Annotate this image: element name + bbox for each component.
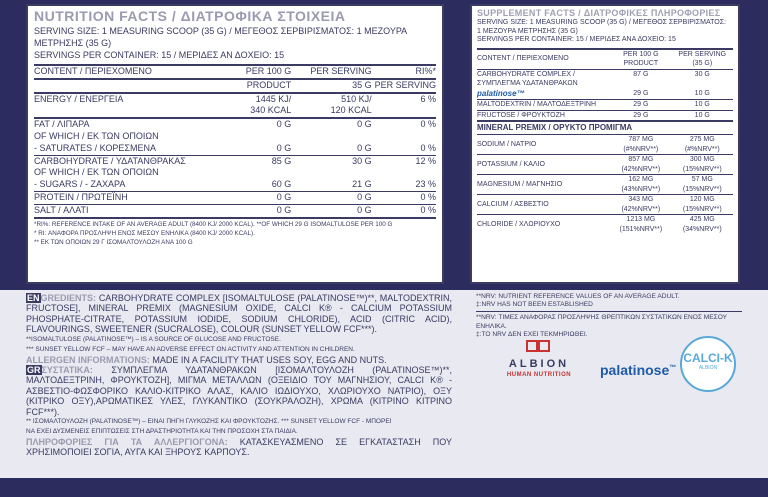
row-per100 — [243, 131, 291, 143]
supplement-facts-panel — [470, 4, 740, 284]
mineral-perserving-value: 425 MG — [689, 216, 715, 223]
table-row — [34, 105, 436, 118]
allergen-en — [26, 355, 452, 365]
row-per100: 29 G — [610, 100, 671, 111]
mineral-perserving — [672, 155, 733, 175]
bottom-strip — [0, 478, 768, 497]
table-row — [34, 131, 436, 143]
row-label: ENERGY / ΕΝΕΡΓΕΙΑ — [34, 93, 243, 106]
row-label: CARBOHYDRATE / ΥΔΑΤΑΝΘΡΑΚΑΣ — [34, 155, 243, 167]
albion-mark-icon — [526, 340, 552, 354]
table-row — [477, 79, 733, 89]
mineral-perserving — [672, 215, 733, 235]
nutrition-table — [34, 64, 436, 217]
supplement-serving-size-2: 1 ΜΕΖΟΥΡΑ ΜΕΤΡΗΣΗΣ (35 G) — [477, 27, 578, 35]
row-ri — [372, 105, 436, 118]
header-per100-unit: PRODUCT — [246, 79, 292, 90]
mineral-label: SODIUM / ΝΑΤΡΙΟ — [477, 140, 537, 148]
row-per100: 0 G — [243, 191, 291, 204]
supplement-title: SUPPLEMENT FACTS / ΔΙΑΤΡΟΦΙΚΕΣ ΠΛΗΡΟΦΟΡΙΕΣ — [477, 8, 721, 18]
row-per100: 0 G — [243, 118, 291, 131]
row-label: OF WHICH / ΕΚ ΤΩΝ ΟΠΟΙΩΝ — [34, 167, 159, 178]
allergen-en-label: ALLERGEN INFORMATIONS: — [26, 354, 150, 365]
ingredients-en-text: CARBOHYDRATE COMPLEX [ISOMALTULOSE (PALATINOSE™)**, MALTODEXTRIN, FRUCTOSE], MINERAL PREMIX (MAGNESIUM OXIDE, CALCI K® - CALCIUM POTASSIUM PHOSPHATE-CITRATE, POTASSIUM IODIDE, SODIUM CHLORIDE), ACID (CITRIC ACID), FLAVOURINGS, SWEETENER (SUCRALOSE), COLOUR (SUNSET YELLOW FCF***). — [26, 293, 452, 335]
mineral-perserving-nrv: (15%NRV**) — [682, 165, 722, 173]
row-label: FAT / ΛΙΠΑΡΑ — [34, 118, 243, 131]
sf-header-per100-label: PER 100 G — [623, 50, 659, 58]
row-per100: 0 G — [276, 142, 292, 153]
nrv-divider — [476, 311, 742, 312]
row-perserving: 0 G — [357, 142, 372, 153]
albion-mark-right — [538, 340, 550, 352]
sf-header-content: CONTENT / ΠΕΡΙΕΧΟΜΕΝΟ — [477, 49, 610, 70]
mineral-perserving-nrv: (34%NRV**) — [682, 225, 722, 233]
row-perserving: 21 G — [352, 179, 372, 190]
mineral-per100 — [610, 215, 671, 235]
palatinose-wordmark: palatinose — [600, 362, 670, 378]
supplement-header-row — [477, 49, 733, 70]
allergen-gr-text: ΚΑΤΑΣΚΕΥΑΣΜΕΝΟ ΣΕ ΕΓΚΑΤΑΣΤΑΣΗ ΠΟΥ ΧΡΗΣΙΜΟΠΟΙΕΙ ΣΟΓΙΑ, ΑΥΓΑ ΚΑΙ ΞΗΡΟΥΣ ΚΑΡΠΟΥΣ. — [26, 437, 452, 458]
row-perserving: 120 KCAL — [330, 105, 372, 116]
mineral-per100 — [610, 195, 671, 215]
supplement-serving-size: SERVING SIZE: 1 MEASURING SCOOP (35 G) / ΜΕΓΕΘΟΣ ΣΕΡΒΙΡΙΣΜΑΤΟΣ: — [477, 19, 726, 26]
table-row — [477, 100, 733, 111]
row-label: ΣΥΜΠΛΕΓΜΑ ΥΔΑΤΑΝΘΡΑΚΩΝ — [477, 80, 578, 87]
table-row — [477, 69, 733, 79]
nutrition-footnotes — [34, 217, 436, 247]
palatinose-logo — [600, 362, 680, 382]
row-per100 — [610, 79, 671, 89]
row-per100: 87 G — [633, 70, 649, 78]
header-perserving-unit: 35 G — [352, 79, 372, 90]
ingredients-en-label: GREDIENTS: — [40, 293, 97, 303]
ingredients-en-note: **ISOMALTULOSE (PALATINOSE™) – IS A SOURCE OF GLUCOSE AND FRUCTOSE. — [26, 335, 281, 343]
nrv-notes — [476, 293, 742, 339]
table-row — [477, 110, 733, 121]
nutrition-facts-panel — [26, 4, 444, 284]
table-row — [477, 89, 733, 100]
mineral-perserving-nrv: (15%NRV**) — [682, 185, 722, 193]
row-ri: 12 % — [372, 155, 436, 167]
sf-header-perserving-label: PER SERVING — [678, 50, 727, 58]
row-perserving: 30 G — [291, 155, 371, 167]
mineral-perserving — [672, 195, 733, 215]
mineral-per100-nrv: (42%NRV**) — [621, 165, 661, 173]
mineral-perserving-value: 275 MG — [689, 136, 715, 143]
albion-subtitle: HUMAN NUTRITION — [506, 372, 572, 378]
row-ri: 23 % — [415, 179, 436, 190]
table-row — [34, 93, 436, 106]
row-per100: 60 G — [271, 179, 292, 190]
allergen-en-text: MADE IN A FACILITY THAT USES SOY, EGG AND NUTS. — [152, 354, 387, 365]
servings-per-container: SERVINGS PER CONTAINER: 15 / ΜΕΡΙΔΕΣ ΑΝ ΔΟΧΕΙΟ: 15 — [34, 50, 285, 60]
nrv-note-gr-2: ‡:ΤΟ NRV ΔΕΝ ΕΧΕΙ ΤΕΚΜΗΡΙΩΘΕΙ. — [476, 330, 588, 338]
header-ri: RI%* — [372, 65, 436, 79]
calci-k-logo — [680, 336, 736, 392]
mineral-per100 — [610, 175, 671, 195]
sf-header-per100-unit: PRODUCT — [623, 60, 659, 67]
albion-mark-left — [526, 340, 538, 352]
mineral-per100-value: 787 MG — [628, 136, 654, 143]
row-label: MALTODEXTRIN / ΜΑΛΤΟΔΕΞΤΡΙΝΗ — [477, 100, 610, 111]
mineral-perserving — [672, 135, 733, 155]
mineral-per100-nrv: (42%NRV**) — [621, 205, 661, 213]
table-row — [34, 155, 436, 167]
header-ri-unit: PER SERVING — [374, 79, 436, 90]
lang-tag-gr: GR — [27, 365, 41, 376]
row-per100: 29 G — [633, 90, 649, 97]
nutrition-title: NUTRITION FACTS / ΔΙΑΤΡΟΦΙΚΑ ΣΤΟΙΧΕΙΑ — [34, 8, 346, 24]
row-ri: 0 % — [372, 191, 436, 204]
mineral-perserving-value: 300 MG — [689, 156, 715, 163]
sf-header-perserving-unit: (35 G) — [692, 60, 713, 67]
row-perserving — [291, 167, 371, 179]
row-ri: 0 % — [372, 204, 436, 216]
footnote: * RI: ΑΝΑΦΟΡΑ ΠΡΟΣΛΗΨΗ ΕΝΟΣ ΜΕΣΟΥ ΕΝΗΛΙΚΑ (8400 KJ/ 2000 KCAL). — [34, 229, 255, 237]
row-per100: 340 KCAL — [250, 105, 292, 116]
supplement-servings: SERVINGS PER CONTAINER: 15 / ΜΕΡΙΔΕΣ ΑΝΑ ΔΟΧΕΙΟ: 15 — [477, 36, 676, 43]
ingredients-gr-note: ΝΑ ΕΧΕΙ ΔΥΣΜΕΝΕΙΣ ΕΠΙΠΤΩΣΕΙΣ ΣΤΗ ΔΡΑΣΤΗΡΙΟΤΗΤΑ ΚΑΙ ΤΗΝ ΠΡΟΣΟΧΗ ΣΤΑ ΠΑΙΔΙΑ. — [26, 428, 298, 436]
mineral-perserving-nrv: (#%NRV**) — [684, 145, 720, 153]
mineral-label: MAGNESIUM / ΜΑΓΝΗΣΙΟ — [477, 175, 610, 195]
nrv-note-en: **NRV: NUTRIENT REFERENCE VALUES OF AN AVERAGE ADULT. — [476, 293, 680, 300]
row-label: SALT / ΑΛΑΤΙ — [34, 204, 243, 216]
row-ri: 6 % — [372, 93, 436, 106]
row-perserving — [291, 131, 371, 143]
row-per100 — [243, 167, 291, 179]
row-label: OF WHICH / ΕΚ ΤΩΝ ΟΠΟΙΩΝ — [34, 130, 159, 141]
row-label: - SUGARS / - ΖΑΧΑΡΑ — [34, 179, 126, 190]
albion-wordmark: ALBION — [508, 358, 570, 370]
calci-k-subtitle: ALBION — [698, 365, 718, 371]
nrv-note-gr: **NRV: ΤΙΜΕΣ ΑΝΑΦΟΡΑΣ ΠΡΟΣΛΗΨΗΣ ΘΡΕΠΤΙΚΩΝ ΣΥΣΤΑΤΙΚΩΝ ΕΝΟΣ ΜΕΣΟΥ ΕΝΗΛΙΚΑ. — [476, 314, 727, 330]
table-row — [34, 179, 436, 191]
row-ri — [372, 131, 436, 143]
row-per100: 29 G — [610, 110, 671, 121]
row-perserving — [672, 79, 733, 89]
ingredients-en-note: *** SUNSET YELLOW FCF – MAY HAVE AN ADVERSE EFFECT ON ACTIVITY AND ATTENTION IN CHILDREN. — [26, 345, 355, 353]
header-perserving: PER SERVING — [291, 65, 371, 79]
ingredients-en — [26, 293, 452, 335]
mineral-row — [477, 155, 733, 175]
row-perserving: 10 G — [694, 90, 710, 97]
row-label — [34, 105, 243, 118]
row-perserving: 0 G — [291, 204, 371, 216]
albion-logo — [494, 340, 584, 390]
header-per100: PER 100 G — [243, 65, 291, 79]
ingredients-gr-text: ΣΥΜΠΛΕΓΜΑ ΥΔΑΤΑΝΘΡΑΚΩΝ [ΙΣΟΜΑΛΤΟΥΛΟΖΗ (PALATINOSE™)**, ΜΑΛΤΟΔΕΞΤΡΙΝΗ, ΦΡΟΥΚΤΟΖΗ], ΜΙΓΜΑ ΜΕΤΑΛΛΩΝ (ΟΞΕΙΔΙΟ ΤΟΥ ΜΑΓΝΗΣΙΟΥ, CALCI K® - ΑΣΒΕΣΤΙΟ-ΦΩΣΦΟΡΙΚΟ ΚΑΛΙΟ-ΚΙΤΡΙΚΟ ΑΛΑΣ, ΚΑΛΙΟ ΙΩΔΙΟΥΧΟ, ΧΛΩΡΙΟΥΧΟ ΝΑΤΡΙΟ), ΟΞΥ (ΚΙΤΡΙΚΟ ΟΞΥ),ΑΡΩΜΑΤΙΚΕΣ ΥΛΕΣ, ΓΛΥΚΑΝΤΙΚΟ (ΣΟΥΚΡΑΛΟΖΗ), ΧΡΩΜΑ (ΚΙΤΡΙΝΟ ΚΙΤΡΙΝΟ FCF***). — [26, 365, 452, 417]
table-row — [34, 167, 436, 179]
mineral-row — [477, 135, 733, 155]
nutrition-header-units-row — [34, 79, 436, 93]
mineral-title: MINERAL PREMIX / ΟΡΥΚΤΟ ΠΡΟΜΙΓΜΑ — [477, 121, 733, 135]
mineral-row — [477, 195, 733, 215]
ingredients-gr — [26, 365, 452, 417]
footnote: ** ΕΚ ΤΩΝ ΟΠΟΙΩΝ 29 Γ ΙΣΟΜΑΛΤΟΥΛΟΖΗ ΑΝΑ 100 G — [34, 238, 193, 246]
ingredients-section — [26, 293, 452, 458]
row-perserving: 10 G — [672, 110, 733, 121]
row-ri: 0 % — [420, 142, 436, 153]
ingredients-gr-note: ** ΙΣΟΜΑΛΤΟΥΛΟΖΗ (PALATINOSE™) – ΕΙΝΑΙ ΠΗΓΗ ΓΛΥΚΟΖΗΣ ΚΑΙ ΦΡΟΥΚΤΟΖΗΣ. *** SUNSET YELLOW FCF - ΜΠΟΡΕΙ — [26, 418, 392, 426]
palatinose-mini-logo: palatinose™ — [477, 88, 525, 98]
mineral-label: CHLORIDE / ΧΛΩΡΙΟΥΧΟ — [477, 215, 610, 235]
row-perserving: 10 G — [672, 100, 733, 111]
mineral-per100 — [610, 155, 671, 175]
mineral-perserving-value: 57 MG — [691, 176, 713, 183]
calci-k-wordmark: CALCI-K — [683, 351, 733, 365]
mineral-per100-nrv: (151%NRV**) — [619, 225, 663, 233]
mineral-label: CALCIUM / ΑΣΒΕΣΤΙΟ — [477, 195, 610, 215]
nutrition-header-row — [34, 65, 436, 79]
header-content: CONTENT / ΠΕΡΙΕΧΟΜΕΝΟ — [34, 65, 243, 79]
mineral-per100-nrv: (43%NRV**) — [621, 185, 661, 193]
mineral-per100-value: 343 MG — [628, 196, 654, 203]
row-label: PROTEIN / ΠΡΩΤΕΪΝΗ — [34, 191, 243, 204]
mineral-label: POTASSIUM / ΚΑΛΙΟ — [477, 155, 610, 175]
row-perserving: 30 G — [694, 70, 710, 78]
mineral-per100-value: 162 MG — [628, 176, 654, 183]
supplement-table — [477, 48, 733, 235]
row-label: FRUCTOSE / ΦΡΟΥΚΤΟΖΗ — [477, 110, 610, 121]
footnote: *RI%: REFERENCE INTAKE OF AN AVERAGE ADULT (8400 KJ/ 2000 KCAL). **OF WHICH 29 G ISOMALTULOSE PER 100 G — [34, 220, 393, 228]
mineral-row — [477, 215, 733, 235]
serving-size: SERVING SIZE: 1 MEASURING SCOOP (35 G) / ΜΕΓΕΘΟΣ ΣΕΡΒΙΡΙΣΜΑΤΟΣ: 1 ΜΕΖΟΥΡΑ ΜΕΤΡΗΣΗΣ (35 G) — [34, 26, 407, 48]
table-row — [34, 191, 436, 204]
row-label: CARBOHYDRATE COMPLEX / — [477, 70, 575, 78]
mineral-section-header — [477, 121, 733, 135]
nrv-note-en-2: ‡:NRV HAS NOT BEEN ESTABLISHED — [476, 301, 593, 309]
mineral-per100 — [610, 135, 671, 155]
row-ri: 0 % — [372, 118, 436, 131]
row-per100: 1445 KJ/ — [243, 93, 291, 106]
row-perserving: 0 G — [291, 118, 371, 131]
palatinose-tm: ™ — [669, 364, 677, 372]
table-row — [34, 204, 436, 216]
ingredients-gr-label: ΣΥΣΤΑΤΙΚΑ: — [41, 365, 93, 376]
mineral-per100-value: 1213 MG — [626, 216, 656, 223]
table-row — [34, 118, 436, 131]
table-row — [34, 143, 436, 155]
sf-header-per100 — [610, 49, 671, 70]
lang-tag-en: EN — [27, 293, 40, 303]
row-ri — [372, 167, 436, 179]
sf-header-perserving — [672, 49, 733, 70]
row-perserving: 0 G — [291, 191, 371, 204]
allergen-gr-label: ΠΛΗΡΟΦΟΡΙΕΣ ΓΙΑ ΤΑ ΑΛΛΕΡΓΙΟΓΟΝΑ: — [26, 437, 228, 448]
allergen-gr — [26, 437, 452, 458]
mineral-perserving — [672, 175, 733, 195]
mineral-row — [477, 175, 733, 195]
row-per100: 85 G — [243, 155, 291, 167]
mineral-per100-nrv: (#%NRV**) — [623, 145, 659, 153]
row-label — [477, 89, 610, 100]
row-label: - SATURATES / ΚΟΡΕΣΜΕΝΑ — [34, 142, 156, 153]
row-per100: 0 G — [243, 204, 291, 216]
mineral-perserving-nrv: (15%NRV**) — [682, 205, 722, 213]
mineral-perserving-value: 120 MG — [689, 196, 715, 203]
row-perserving: 510 KJ/ — [291, 93, 371, 106]
mineral-per100-value: 857 MG — [628, 156, 654, 163]
